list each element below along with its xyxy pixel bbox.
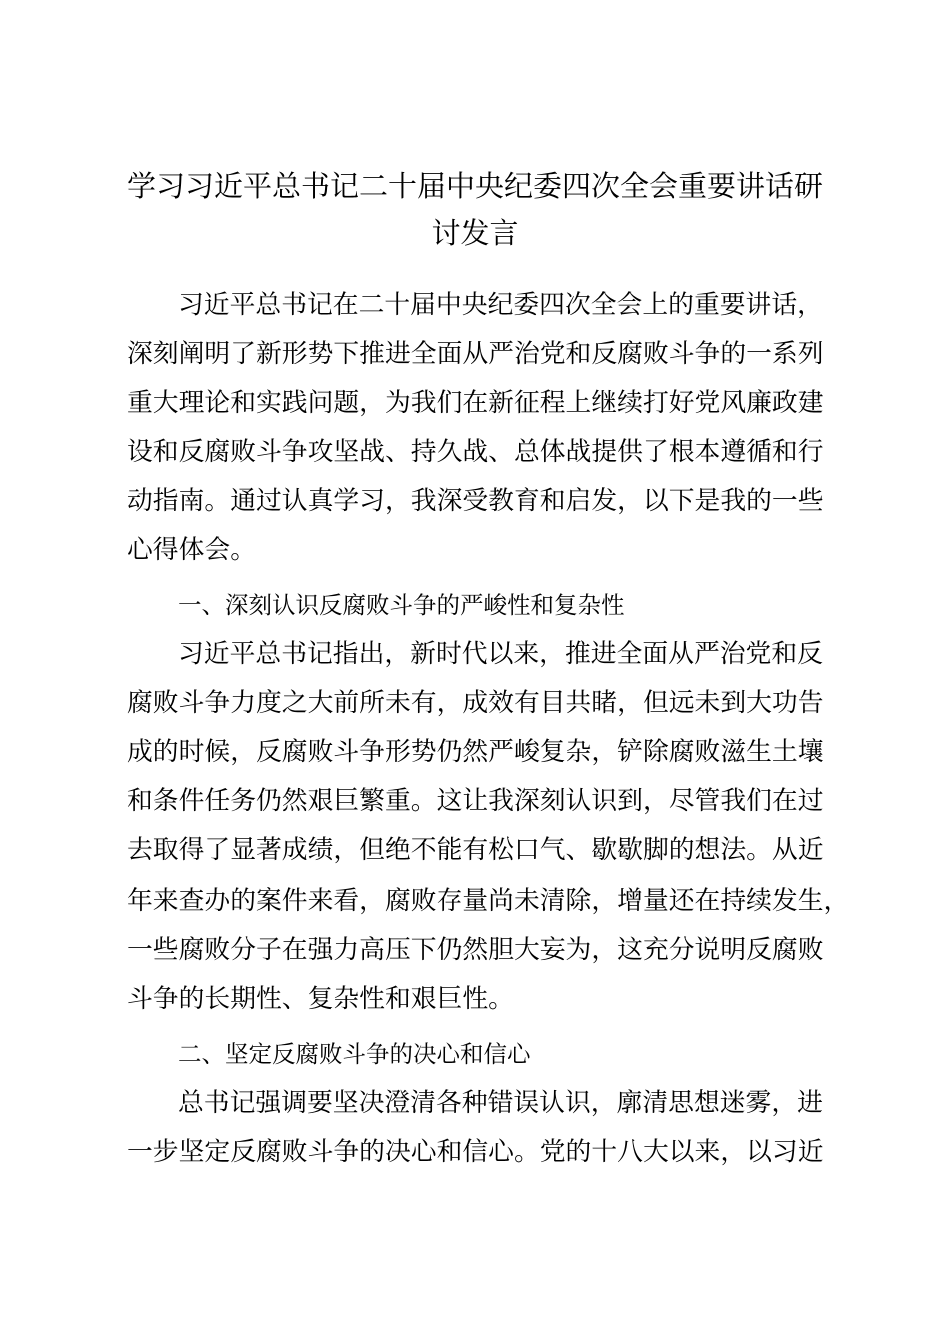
document-title-line-2: 讨发言 xyxy=(431,216,519,250)
section1-paragraph-line: 一些腐败分子在强力高压下仍然胆大妄为，这充分说明反腐败 xyxy=(127,935,824,965)
section1-paragraph-line: 和条件任务仍然艰巨繁重。这让我深刻认识到，尽管我们在过 xyxy=(127,786,824,816)
section1-paragraph-line: 去取得了显著成绩，但绝不能有松口气、歇歇脚的想法。从近 xyxy=(127,835,824,865)
intro-paragraph-line: 心得体会。 xyxy=(127,535,256,565)
intro-paragraph-line: 习近平总书记在二十届中央纪委四次全会上的重要讲话， xyxy=(178,290,823,320)
intro-paragraph-line: 深刻阐明了新形势下推进全面从严治党和反腐败斗争的一系列 xyxy=(127,339,824,369)
section1-paragraph-line: 斗争的长期性、复杂性和艰巨性。 xyxy=(127,984,514,1014)
intro-paragraph-line: 重大理论和实践问题，为我们在新征程上继续打好党风廉政建 xyxy=(127,388,824,418)
intro-paragraph-line: 设和反腐败斗争攻坚战、持久战、总体战提供了根本遵循和行 xyxy=(127,437,824,467)
section1-paragraph-line: 年来查办的案件来看，腐败存量尚未清除，增量还在持续发生， xyxy=(127,886,850,916)
section2-paragraph-line: 总书记强调要坚决澄清各种错误认识，廓清思想迷雾，进 xyxy=(178,1088,823,1118)
document-title-line-1: 学习习近平总书记二十届中央纪委四次全会重要讲话研 xyxy=(126,169,823,203)
section1-paragraph-line: 腐败斗争力度之大前所未有，成效有目共睹，但远未到大功告 xyxy=(127,688,824,718)
section2-paragraph-line: 一步坚定反腐败斗争的决心和信心。党的十八大以来，以习近 xyxy=(127,1137,824,1167)
section-heading-2: 二、坚定反腐败斗争的决心和信心 xyxy=(178,1040,531,1068)
section1-paragraph-line: 习近平总书记指出，新时代以来，推进全面从严治党和反 xyxy=(178,639,823,669)
section-heading-1: 一、深刻认识反腐败斗争的严峻性和复杂性 xyxy=(178,591,625,619)
section1-paragraph-line: 成的时候，反腐败斗争形势仍然严峻复杂，铲除腐败滋生土壤 xyxy=(127,737,824,767)
intro-paragraph-line: 动指南。通过认真学习，我深受教育和启发，以下是我的一些 xyxy=(127,486,824,516)
